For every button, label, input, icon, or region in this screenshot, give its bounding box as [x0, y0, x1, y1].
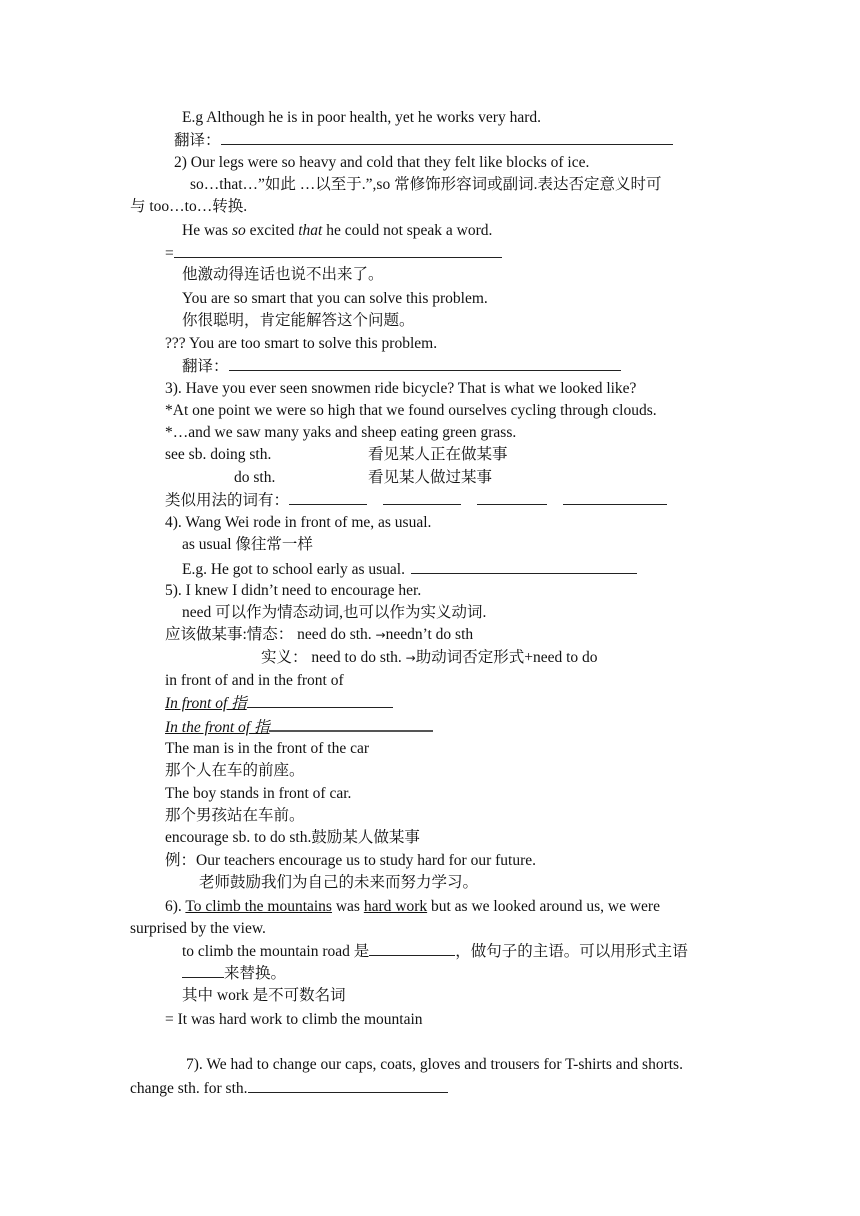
answer-blank	[269, 716, 433, 732]
work-note: 其中 work 是不可数名词	[182, 987, 346, 1004]
in-the-front-of-line	[165, 716, 433, 738]
modal-need-neg: needn’t do sth	[385, 626, 474, 643]
front-title: in front of and in the front of	[165, 672, 344, 689]
item-3: 3). Have you ever seen snowmen ride bicycle? That is what we looked like?	[165, 380, 637, 397]
real-need-neg: 助动词否定形式+need to do	[415, 649, 598, 666]
translation-label: 翻译：	[182, 358, 229, 375]
see-do-cn: 看见某人做过某事	[368, 469, 493, 486]
answer-blank	[174, 243, 502, 258]
excited-text: excited	[245, 222, 299, 239]
similar-words-line	[165, 490, 667, 511]
answer-blank	[369, 941, 455, 956]
need-desc: need 可以作为情态动词,也可以作为实义动词.	[182, 604, 487, 621]
man-sentence: The man is in the front of the car	[165, 740, 370, 757]
item-6-underlined: hard work	[363, 898, 428, 915]
real-need-text: 实义： need to do sth.	[261, 649, 406, 666]
translation-line-2	[182, 356, 621, 377]
climb-note-text: 来替换。	[224, 965, 287, 982]
item-6	[165, 897, 660, 917]
eg-school-text: E.g. He got to school early as usual.	[182, 561, 405, 578]
answer-blank	[248, 1078, 448, 1093]
excited-text: He was	[182, 222, 232, 239]
answer-blank	[229, 356, 621, 371]
change-text: change sth. for sth.	[130, 1080, 248, 1097]
excited-cn: 他激动得连话也说不出来了。	[182, 266, 384, 283]
eg-although: E.g Although he is in poor health, yet he works very hard.	[182, 109, 542, 126]
translation-line-1	[174, 130, 673, 151]
answer-blank	[247, 693, 393, 708]
equals-sign: =	[165, 245, 174, 262]
smart-cn: 你很聪明，肯定能解答这个问题。	[182, 312, 415, 329]
equals-line	[165, 243, 502, 264]
see-doing-cn: 看见某人正在做某事	[368, 446, 508, 463]
item-6-cont: surprised by the view.	[130, 920, 266, 937]
boy-cn: 那个男孩站在车前。	[165, 807, 305, 824]
cycling-sentence: *At one point we were so high that we found ourselves cycling through clouds.	[165, 402, 657, 419]
climb-note-text: to climb the mountain road 是	[182, 943, 370, 960]
climb-note-text: ，做句子的主语。可以用形式主语	[455, 943, 688, 960]
see-do: do sth.	[234, 469, 276, 486]
smart-sentence: You are so smart that you can solve this problem.	[182, 290, 488, 307]
item-4: 4). Wang Wei rode in front of me, as usual.	[165, 514, 432, 531]
boy-sentence: The boy stands in front of car.	[165, 785, 352, 802]
climb-note-line-2	[182, 963, 286, 984]
example-sentence: 例：Our teachers encourage us to study hard for our future.	[165, 852, 537, 869]
answer-blank	[383, 490, 461, 505]
change-line	[130, 1078, 448, 1099]
so-that-note: so…that…”如此 …以至于.”,so 常修饰形容词或副词.表达否定意义时可	[190, 176, 662, 193]
item-6-text: 6).	[165, 898, 186, 915]
in-front-of-text: In front of 指	[165, 695, 247, 712]
so-that-note-cont: 与 too…to…转换.	[130, 198, 248, 215]
in-front-of-line	[165, 693, 393, 714]
item-6-text: but as we looked around us, we were	[427, 898, 660, 915]
encourage-note: encourage sb. to do sth.鼓励某人做某事	[165, 829, 420, 846]
answer-blank	[289, 490, 367, 505]
answer-blank	[563, 490, 667, 505]
item-2: 2) Our legs were so heavy and cold that they felt like blocks of ice.	[174, 154, 590, 171]
modal-need-line	[165, 625, 473, 645]
answer-blank	[477, 490, 547, 505]
arrow-right-icon: →	[405, 651, 416, 665]
answer-blank	[221, 130, 673, 145]
climb-note-line	[182, 941, 688, 962]
item-5: 5). I knew I didn’t need to encourage her.	[165, 582, 422, 599]
see-doing: see sb. doing sth.	[165, 446, 272, 463]
it-was-sentence: = It was hard work to climb the mountain	[165, 1011, 423, 1028]
answer-blank	[411, 559, 637, 574]
too-smart-sentence: ??? You are too smart to solve this problem.	[165, 335, 438, 352]
yaks-sentence: *…and we saw many yaks and sheep eating green grass.	[165, 424, 517, 441]
man-cn: 那个人在车的前座。	[165, 762, 305, 779]
emph-so: so	[231, 222, 246, 239]
arrow-right-icon: →	[375, 628, 386, 642]
translation-label: 翻译：	[174, 132, 221, 149]
item-6-text: was	[331, 898, 364, 915]
real-need-line	[261, 648, 598, 668]
as-usual-note: as usual 像往常一样	[182, 536, 313, 553]
item-7: 7). We had to change our caps, coats, gloves and trousers for T-shirts and shorts.	[186, 1056, 683, 1073]
answer-blank	[182, 963, 224, 978]
modal-need-text: 应该做某事:情态： need do sth.	[165, 626, 376, 643]
similar-label: 类似用法的词有：	[165, 492, 290, 509]
emph-that: that	[298, 222, 323, 239]
example-cn: 老师鼓励我们为自己的未来而努力学习。	[199, 874, 479, 891]
excited-sentence	[182, 221, 492, 241]
eg-school-line	[182, 559, 637, 580]
item-6-underlined: To climb the mountains	[185, 898, 332, 915]
in-the-front-of-text: In the front of 指	[165, 719, 270, 736]
excited-text: he could not speak a word.	[322, 222, 493, 239]
